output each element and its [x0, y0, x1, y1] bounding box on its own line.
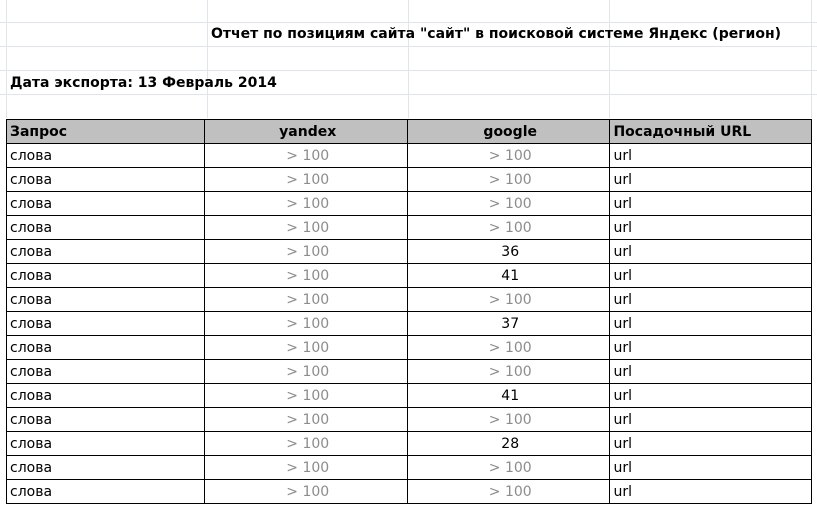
cell-google-position[interactable]: 41 — [407, 264, 610, 288]
cell-google-position[interactable]: > 100 — [407, 288, 610, 312]
positions-table — [6, 119, 812, 504]
cell-query[interactable]: слова — [7, 432, 205, 456]
cell-query[interactable]: слова — [7, 192, 205, 216]
cell-yandex-position[interactable]: > 100 — [205, 408, 408, 432]
gridline — [0, 22, 817, 23]
gridline — [408, 0, 409, 118]
gridline — [0, 46, 817, 47]
table-row — [7, 240, 812, 264]
gridline — [609, 0, 610, 118]
cell-landing-url[interactable]: url — [610, 192, 812, 216]
cell-google-position[interactable]: 36 — [407, 240, 610, 264]
cell-yandex-position[interactable]: > 100 — [205, 480, 408, 504]
header-row — [7, 120, 812, 144]
cell-google-position[interactable]: > 100 — [407, 360, 610, 384]
cell-query[interactable]: слова — [7, 408, 205, 432]
table-body — [7, 144, 812, 504]
cell-yandex-position[interactable]: > 100 — [205, 144, 408, 168]
table-row — [7, 384, 812, 408]
cell-google-position[interactable]: > 100 — [407, 144, 610, 168]
cell-landing-url[interactable]: url — [610, 312, 812, 336]
gridline — [811, 0, 812, 118]
cell-yandex-position[interactable]: > 100 — [205, 216, 408, 240]
cell-query[interactable]: слова — [7, 480, 205, 504]
cell-query[interactable]: слова — [7, 144, 205, 168]
report-title[interactable]: Отчет по позициям сайта "сайт" в поисковой системе Яндекс (регион) — [211, 26, 782, 42]
cell-yandex-position[interactable]: > 100 — [205, 288, 408, 312]
cell-google-position[interactable]: > 100 — [407, 192, 610, 216]
cell-yandex-position[interactable]: > 100 — [205, 360, 408, 384]
cell-landing-url[interactable]: url — [610, 264, 812, 288]
cell-yandex-position[interactable]: > 100 — [205, 432, 408, 456]
cell-google-position[interactable]: > 100 — [407, 168, 610, 192]
cell-landing-url[interactable]: url — [610, 360, 812, 384]
table-row — [7, 480, 812, 504]
column-header-google[interactable]: google — [407, 120, 610, 144]
cell-yandex-position[interactable]: > 100 — [205, 240, 408, 264]
table-row — [7, 216, 812, 240]
table-row — [7, 264, 812, 288]
cell-query[interactable]: слова — [7, 384, 205, 408]
cell-query[interactable]: слова — [7, 168, 205, 192]
gridline — [0, 70, 817, 71]
cell-landing-url[interactable]: url — [610, 240, 812, 264]
cell-google-position[interactable]: 28 — [407, 432, 610, 456]
cell-yandex-position[interactable]: > 100 — [205, 264, 408, 288]
cell-landing-url[interactable]: url — [610, 384, 812, 408]
cell-landing-url[interactable]: url — [610, 216, 812, 240]
cell-landing-url[interactable]: url — [610, 408, 812, 432]
column-header-landing-url[interactable]: Посадочный URL — [610, 120, 812, 144]
cell-google-position[interactable]: > 100 — [407, 456, 610, 480]
gridline — [0, 94, 817, 95]
cell-landing-url[interactable]: url — [610, 288, 812, 312]
cell-landing-url[interactable]: url — [610, 336, 812, 360]
table-row — [7, 456, 812, 480]
cell-yandex-position[interactable]: > 100 — [205, 312, 408, 336]
cell-landing-url[interactable]: url — [610, 432, 812, 456]
cell-yandex-position[interactable]: > 100 — [205, 456, 408, 480]
cell-google-position[interactable]: > 100 — [407, 216, 610, 240]
cell-query[interactable]: слова — [7, 264, 205, 288]
table-row — [7, 192, 812, 216]
table-row — [7, 432, 812, 456]
cell-query[interactable]: слова — [7, 336, 205, 360]
cell-landing-url[interactable]: url — [610, 144, 812, 168]
cell-landing-url[interactable]: url — [610, 168, 812, 192]
cell-landing-url[interactable]: url — [610, 456, 812, 480]
gridline — [6, 0, 7, 118]
cell-landing-url[interactable]: url — [610, 480, 812, 504]
cell-yandex-position[interactable]: > 100 — [205, 384, 408, 408]
gridline — [207, 0, 208, 118]
cell-query[interactable]: слова — [7, 240, 205, 264]
table-row — [7, 168, 812, 192]
table-row — [7, 408, 812, 432]
cell-google-position[interactable]: 37 — [407, 312, 610, 336]
cell-google-position[interactable]: > 100 — [407, 336, 610, 360]
export-date[interactable]: Дата экспорта: 13 Февраль 2014 — [10, 75, 277, 91]
cell-query[interactable]: слова — [7, 216, 205, 240]
cell-query[interactable]: слова — [7, 288, 205, 312]
table-row — [7, 336, 812, 360]
column-header-query[interactable]: Запрос — [7, 120, 205, 144]
column-header-yandex[interactable]: yandex — [205, 120, 408, 144]
cell-yandex-position[interactable]: > 100 — [205, 192, 408, 216]
cell-query[interactable]: слова — [7, 360, 205, 384]
cell-yandex-position[interactable]: > 100 — [205, 336, 408, 360]
cell-query[interactable]: слова — [7, 456, 205, 480]
table-row — [7, 144, 812, 168]
cell-query[interactable]: слова — [7, 312, 205, 336]
cell-google-position[interactable]: > 100 — [407, 408, 610, 432]
table-row — [7, 312, 812, 336]
cell-yandex-position[interactable]: > 100 — [205, 168, 408, 192]
cell-google-position[interactable]: > 100 — [407, 480, 610, 504]
cell-google-position[interactable]: 41 — [407, 384, 610, 408]
table-row — [7, 360, 812, 384]
table-row — [7, 288, 812, 312]
